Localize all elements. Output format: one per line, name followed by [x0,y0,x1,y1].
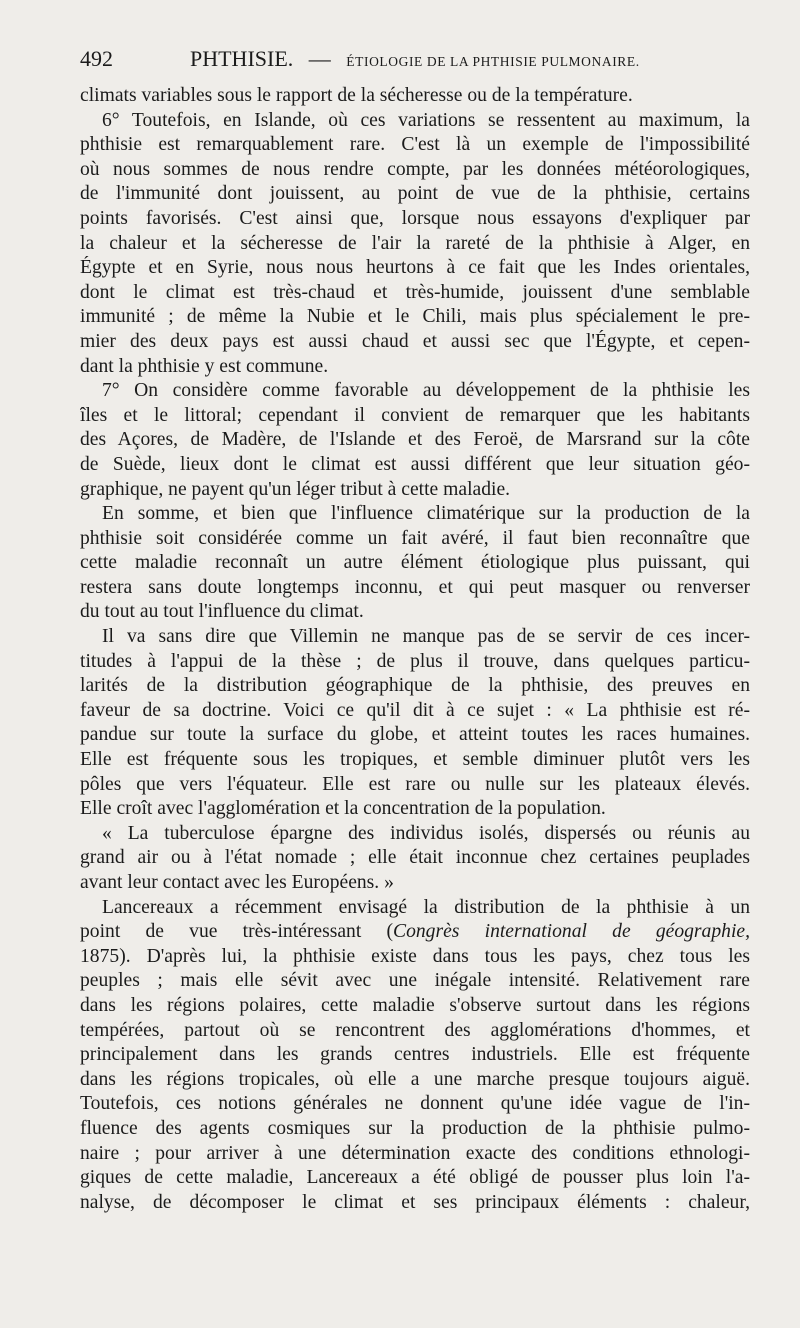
text-line: naire ; pour arriver à une détermination exacte des conditions ethnologi- [80,1142,750,1164]
text-line: pôles que vers l'équateur. Elle est rare ou nulle sur les plateaux élevés. [80,773,750,795]
text-line: phthisie soit considérée comme un fait avéré, il faut bien reconnaître que [80,527,750,549]
text-line: 7° On considère comme favorable au développement de la phthisie les [102,380,750,402]
text-line: point de vue très-intéressant (Congrès international de géographie, [80,921,750,943]
text-line: cette maladie reconnaît un autre élément étiologique plus puissant, qui [80,552,750,574]
text-line: 1875). D'après lui, la phthisie existe dans tous les pays, chez tous les [80,945,750,967]
paragraph [80,502,750,625]
text-line: pandue sur toute la surface du globe, et atteint toutes les races humaines. [80,724,750,746]
text-line: du tout au tout l'influence du climat. [80,601,364,623]
text-line: de Suède, lieux dont le climat est aussi différent que leur situation géo- [80,453,750,475]
text-line: avant leur contact avec les Européens. » [80,872,394,893]
section-subtitle: ÉTIOLOGIE DE LA PHTHISIE PULMONAIRE. [346,54,640,69]
text-line: Égypte et en Syrie, nous nous heurtons à ce fait que les Indes orientales, [80,257,750,279]
text-line: immunité ; de même la Nubie et le Chili, mais plus spécialement le pre- [80,306,750,328]
text-line: faveur de sa doctrine. Voici ce qu'il dit à ce sujet : « La phthisie est ré- [80,699,750,721]
text-line: fluence des agents cosmiques sur la production de la phthisie pulmo- [80,1117,750,1139]
text-line: En somme, et bien que l'influence climatérique sur la production de la [102,503,750,525]
body-text [80,84,750,1215]
paragraph [80,379,750,502]
text-line: Elle est fréquente sous les tropiques, et semble diminuer plutôt vers les [80,749,750,771]
text-line: mier des deux pays est aussi chaud et aussi sec que l'Égypte, et cepen- [80,330,750,352]
text-line: grand air ou à l'état nomade ; elle était inconnue chez certaines peuplades [80,847,750,869]
text-line: dont le climat est très-chaud et très-humide, jouissent d'une semblable [80,281,750,303]
text-line: Toutefois, ces notions générales ne donnent qu'une idée vague de l'in- [80,1093,750,1115]
text-line: titudes à l'appui de la thèse ; de plus il trouve, dans quelques particu- [80,650,750,672]
text-line: Lancereaux a récemment envisagé la distribution de la phthisie à un [102,896,750,918]
text-line: « La tuberculose épargne des individus isolés, dispersés ou réunis au [102,822,750,844]
text-line: Elle croît avec l'agglomération et la concentration de la population. [80,798,606,820]
text-line: principalement dans les grands centres industriels. Elle est fréquente [80,1044,750,1066]
text-line: larités de la distribution géographique de la phthisie, des preuves en [80,675,750,697]
page-number: 492 [80,46,113,71]
text-line: points favorisés. C'est ainsi que, lorsque nous essayons d'expliquer par [80,207,750,229]
text-line: de l'immunité dont jouissent, au point de vue de la phthisie, certains [80,183,750,205]
chapter-title: PHTHISIE. [190,46,294,71]
text-line: giques de cette maladie, Lancereaux a été obligé de pousser plus loin l'a- [80,1167,750,1189]
text-line: îles et le littoral; cependant il convient de remarquer que les habitants [80,404,750,426]
text-line: dant la phthisie y est commune. [80,355,329,377]
text-line: phthisie est remarquablement rare. C'est là un exemple de l'impossibilité [80,134,750,156]
paragraph [80,84,750,109]
text-line: où nous sommes de nous rendre compte, par les données météorologiques, [80,158,750,180]
text-line: la chaleur et la sécheresse de l'air la rareté de la phthisie à Alger, en [80,232,750,254]
text-line: dans les régions polaires, cette maladie s'observe surtout dans les régions [80,994,750,1016]
paragraph [80,625,750,822]
paragraph [80,896,750,1216]
text-line: peuples ; mais elle sévit avec une inégale intensité. Relativement rare [80,970,750,992]
text-line: dans les régions tropicales, où elle a une marche presque toujours aiguë. [80,1068,750,1090]
text-line: 6° Toutefois, en Islande, où ces variations se ressentent au maximum, la [102,109,750,131]
text-line: climats variables sous le rapport de la sécheresse ou de la température. [80,85,633,106]
running-header [80,44,750,74]
text-line: graphique, ne payent qu'un léger tribut à cette maladie. [80,478,511,500]
text-line: tempérées, partout où se rencontrent des agglomérations d'hommes, et [80,1019,750,1041]
paragraph [80,822,750,896]
text-line: nalyse, de décomposer le climat et ses principaux éléments : chaleur, [80,1191,750,1213]
italic-title: Congrès international de géographie, [393,921,750,943]
title-dash: — [308,46,331,71]
text-line: Il va sans dire que Villemin ne manque pas de se servir de ces incer- [102,626,750,648]
running-title [190,44,640,77]
text-line: restera sans doute longtemps inconnu, et qui peut masquer ou renverser [80,576,750,598]
text-line: des Açores, de Madère, de l'Islande et des Feroë, de Marsrand sur la côte [80,429,750,451]
paragraph [80,109,750,380]
